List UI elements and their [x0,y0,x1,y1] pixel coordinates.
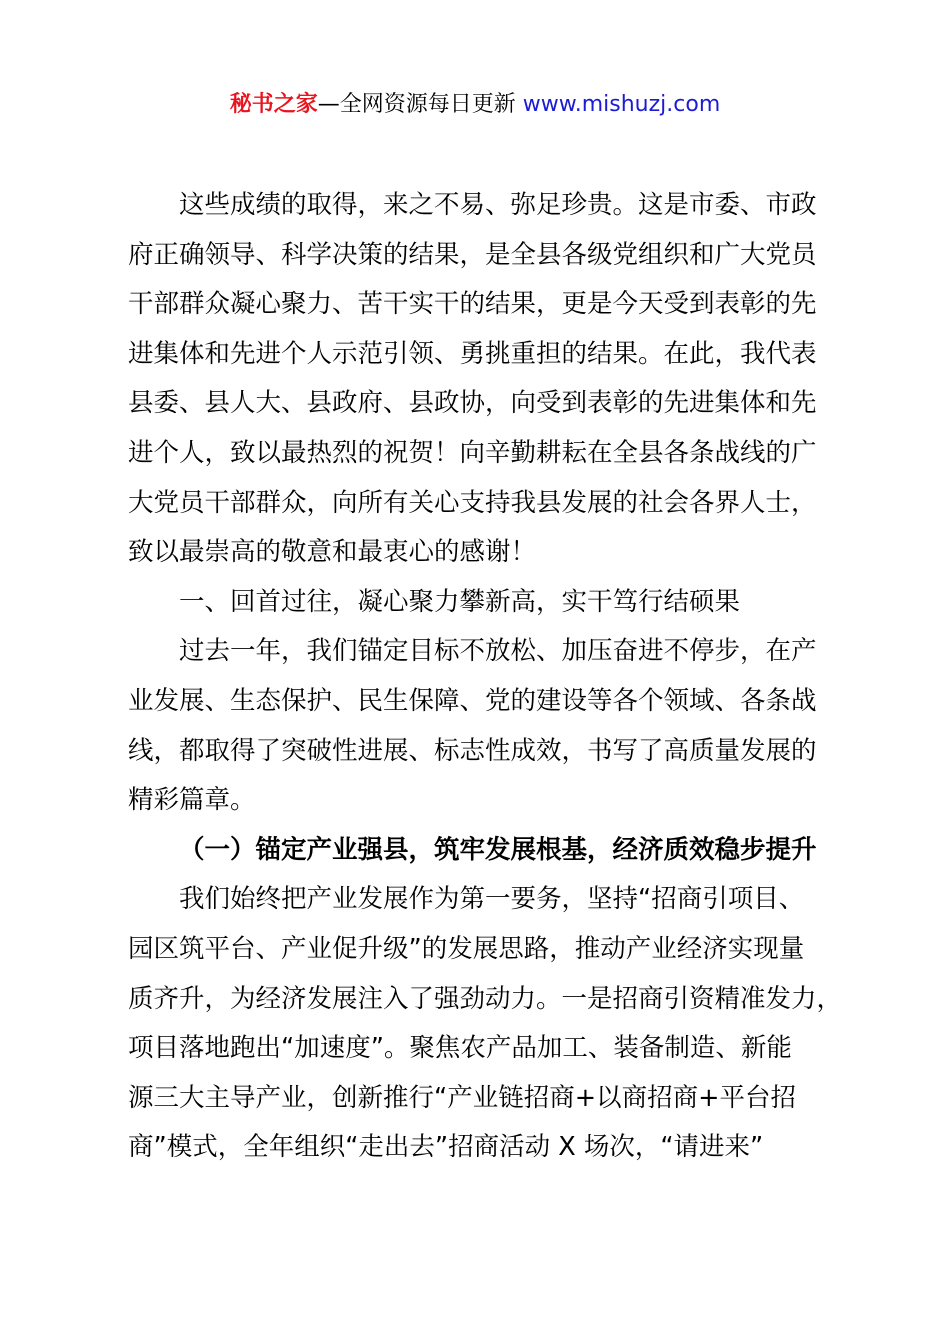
paragraph-line: 致以最崇高的敬意和最衷心的感谢！ [128,537,537,568]
paragraph-line: 商”模式，全年组织“走出去”招商活动 X 场次，“请进来” [128,1132,764,1163]
paragraph-line: 进集体和先进个人示范引领、勇挑重担的结果。在此，我代表 [128,338,817,369]
paragraph-line: 业发展、生态保护、民生保障、党的建设等各个领域、各条战 [128,685,817,716]
paragraph-line: 干部群众凝心聚力、苦干实干的结果，更是今天受到表彰的先 [128,289,817,320]
paragraph-line: 进个人，致以最热烈的祝贺！向辛勤耕耘在全县各条战线的广 [128,437,817,468]
page-header [0,88,950,122]
paragraph-line: 质齐升，为经济发展注入了强劲动力。一是招商引资精准发力， [128,983,843,1014]
paragraph-line: 源三大主导产业，创新推行“产业链招商+以商招商+平台招 [128,1082,796,1113]
document-body [128,181,843,1173]
section-heading: 一、回首过往，凝心聚力攀新高，实干笃行结硕果 [179,586,741,617]
paragraph-line: 项目落地跑出“加速度”。聚焦农产品加工、装备制造、新能 [128,1033,792,1064]
paragraph-line: 过去一年，我们锚定目标不放松、加压奋进不停步，在产 [179,636,817,667]
paragraph-line: 大党员干部群众，向所有关心支持我县发展的社会各界人士， [128,487,817,518]
header-slogan: —全网资源每日更新 [317,92,523,117]
paragraph-line: 线，都取得了突破性进展、标志性成效，书写了高质量发展的 [128,735,817,766]
paragraph-line: 精彩篇章。 [128,785,256,816]
subsection-heading: （一）锚定产业强县，筑牢发展根基，经济质效稳步提升 [179,834,817,865]
website-link[interactable]: www.mishuzj.com [522,92,721,117]
paragraph-line: 我们始终把产业发展作为第一要务，坚持“招商引项目、 [179,884,805,915]
brand-name: 秘书之家 [229,92,318,117]
paragraph-line: 这些成绩的取得，来之不易、弥足珍贵。这是市委、市政 [179,190,817,220]
paragraph-line: 府正确领导、科学决策的结果，是全县各级党组织和广大党员 [128,239,817,270]
paragraph-line: 县委、县人大、县政府、县政协，向受到表彰的先进集体和先 [128,388,817,419]
paragraph-line: 园区筑平台、产业促升级”的发展思路，推动产业经济实现量 [128,933,805,964]
